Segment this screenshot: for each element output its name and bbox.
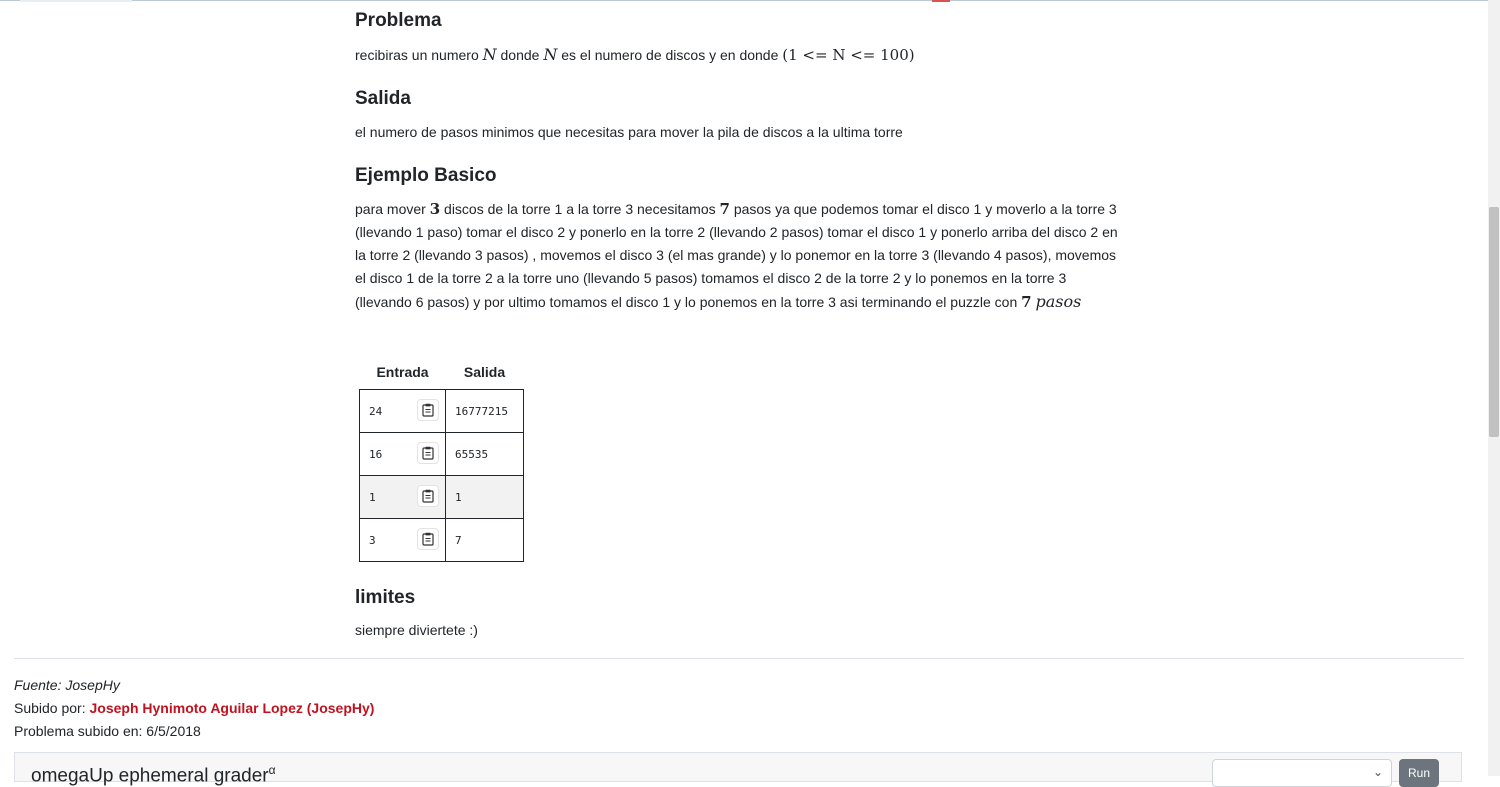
source-label: Fuente: JosepHy	[14, 677, 120, 693]
author-link[interactable]: Joseph Hynimoto Aguilar Lopez (JosepHy)	[89, 700, 375, 716]
chevron-down-icon: ⌄	[1372, 765, 1383, 779]
input-cell: 3	[360, 519, 446, 562]
header-salida: Salida	[463, 364, 506, 380]
problem-heading: Problema	[355, 10, 442, 31]
output-heading: Salida	[355, 88, 411, 109]
limits-text: siempre diviertete :)	[355, 622, 478, 638]
copy-button[interactable]	[417, 442, 439, 464]
footer-divider	[14, 658, 1464, 659]
input-cell: 1	[360, 476, 446, 519]
top-tab-indicator	[20, 0, 132, 2]
clipboard-icon	[421, 403, 435, 417]
example-heading: Ejemplo Basico	[355, 165, 497, 186]
output-text: el numero de pasos minimos que necesitas para mover la pila de discos a la ultima torre	[355, 124, 903, 140]
examples-table	[359, 355, 524, 562]
copy-button[interactable]	[417, 485, 439, 507]
table-header-row	[360, 355, 524, 390]
output-cell: 7	[446, 519, 524, 562]
page-scrollbar[interactable]	[1488, 0, 1500, 776]
problem-text: recibiras un numero N donde N es el numero de discos y en donde (1 <= N <= 100)	[355, 45, 915, 64]
table-row	[360, 390, 524, 433]
input-cell: 16	[360, 433, 446, 476]
clipboard-icon	[421, 446, 435, 460]
clipboard-icon	[421, 489, 435, 503]
output-cell: 1	[446, 476, 524, 519]
grader-title: omegaUp ephemeral grader$^\alpha$	[31, 763, 276, 787]
table-row	[360, 476, 524, 519]
run-button[interactable]: Run	[1399, 759, 1439, 787]
output-cell: 65535	[446, 433, 524, 476]
top-border	[0, 0, 1488, 1]
table-row	[360, 433, 524, 476]
uploaded-on: Problema subido en: 6/5/2018	[14, 723, 201, 739]
header-entrada: Entrada	[376, 364, 429, 380]
output-cell: 16777215	[446, 390, 524, 433]
scrollbar-thumb[interactable]	[1489, 207, 1499, 437]
uploaded-by: Subido por: Joseph Hynimoto Aguilar Lopez (JosepHy)	[14, 700, 375, 716]
language-select[interactable]	[1212, 759, 1392, 787]
example-text: para mover 3 discos de la torre 1 a la torre 3 necesitamos 7 pasos ya que podemos tomar el disco 1 y moverlo a la torre 3 (llevando 1 paso) tomar el disco 2 y ponerlo en la torre 2 (llevando 2 pasos) tomar el disco 1 y ponerlo arriba del disco 2 en la torre 2 (llevando 3 pasos) , movemos el disco 3 (el mas grande) y lo ponemor en la torre 3 (llevando 4 pasos), movemos el disco 1 de la torre 2 a la torre uno (llevando 5 pasos) tomamos el disco 2 de la torre 2 y lo ponemos en la torre 3 (llevando 6 pasos) y por ultimo tomamos el disco 1 y lo ponemos en la torre 3 asi terminando el puzzle con 7 pasos	[355, 200, 1118, 311]
top-red-marker	[932, 0, 950, 2]
table-row	[360, 519, 524, 562]
copy-button[interactable]	[417, 528, 439, 550]
ephemeral-grader-header	[14, 752, 1462, 787]
clipboard-icon	[421, 532, 435, 546]
limits-heading: limites	[355, 587, 416, 608]
copy-button[interactable]	[417, 399, 439, 421]
input-cell: 24	[360, 390, 446, 433]
